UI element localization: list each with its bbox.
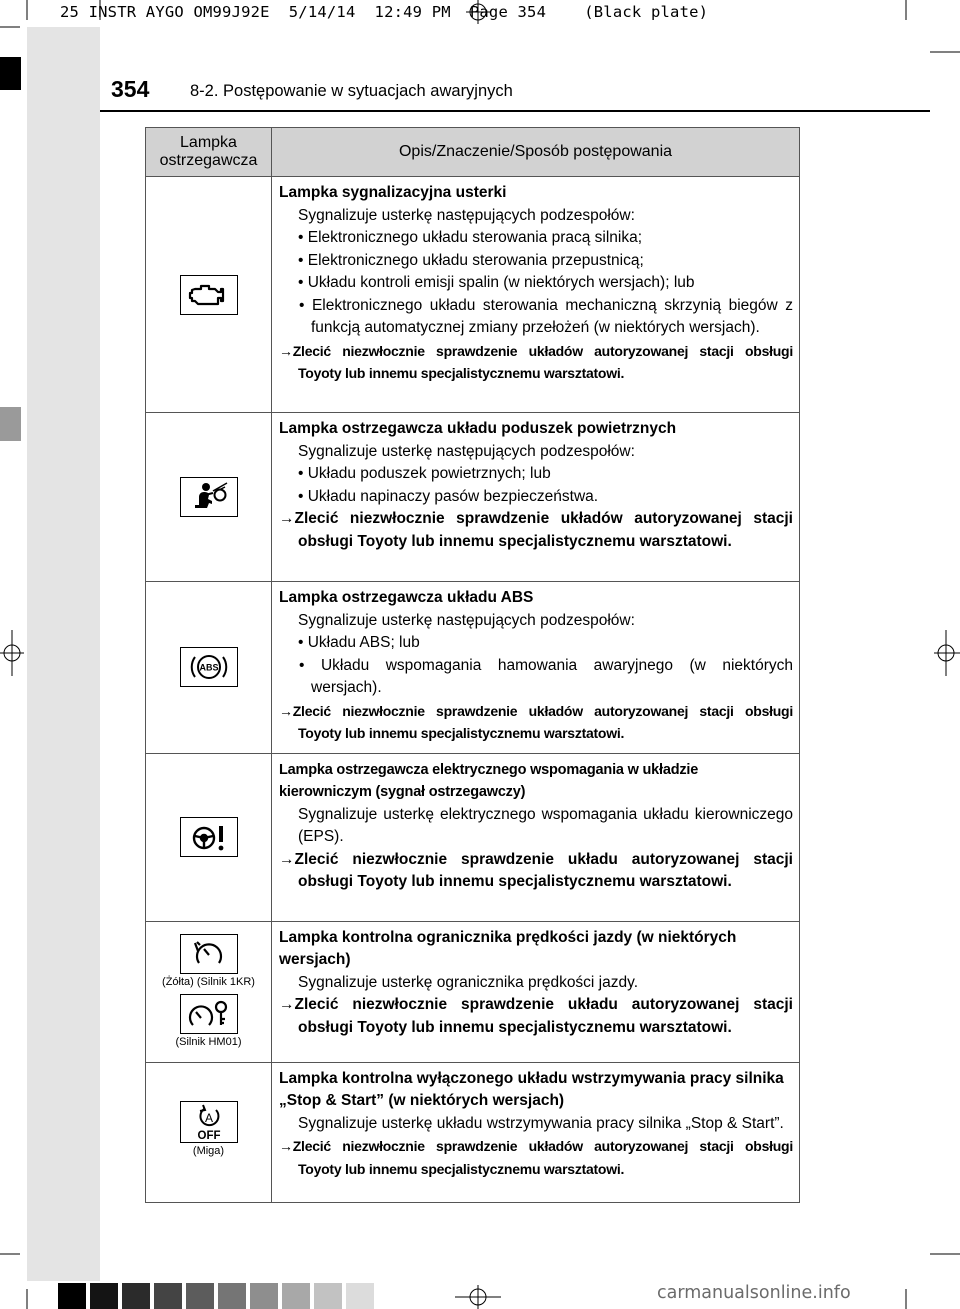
table-row <box>146 753 800 921</box>
light-description <box>272 753 800 921</box>
speed-limiter-icon <box>180 994 238 1034</box>
column-header-light: Lampka ostrzegawcza <box>146 128 272 177</box>
light-title: Lampka kontrolna wyłączonego układu wstrzymywania pracy silnika „Stop & Start” (w niektórych wersjach) <box>279 1069 784 1109</box>
light-description <box>272 921 800 1062</box>
table-header-row <box>146 128 800 177</box>
list-item: • Układu poduszek powietrznych; lub <box>298 465 551 482</box>
action-instruction: →Zlecić niezwłocznie sprawdzenie układów autoryzowanej stacji obsługi Toyoty lub innemu specjalistycznemu warsztatowi. <box>279 510 793 550</box>
light-intro: Sygnalizuje usterkę następujących podzespołów: <box>298 611 635 629</box>
light-icon-cell <box>146 582 272 754</box>
page-number: 354 <box>111 76 150 102</box>
abs-icon <box>180 647 238 687</box>
icon-caption: (Silnik HM01) <box>175 1035 242 1048</box>
light-title: Lampka ostrzegawcza układu poduszek powietrznych <box>279 420 677 437</box>
arrow-icon: → <box>279 1138 293 1154</box>
arrow-icon: → <box>279 850 295 868</box>
watermark: carmanualsonline.info <box>657 1283 851 1303</box>
light-intro: Sygnalizuje usterkę ogranicznika prędkości jazdy. <box>298 973 639 991</box>
light-description <box>272 582 800 754</box>
header-rule <box>100 110 930 112</box>
light-intro: Sygnalizuje usterkę elektrycznego wspomagania układu kierowniczego (EPS). <box>298 805 793 845</box>
action-instruction: →Zlecić niezwłocznie sprawdzenie układu autoryzowanej stacji obsługi Toyoty lub innemu specjalistycznemu warsztatowi. <box>279 996 793 1036</box>
list-item: • Elektronicznego układu sterowania przepustnicą; <box>298 251 644 269</box>
light-title: Lampka kontrolna ogranicznika prędkości jazdy (w niektórych wersjach) <box>279 928 737 968</box>
light-icon-cell <box>146 177 272 413</box>
light-title: Lampka sygnalizacyjna usterki <box>279 184 507 201</box>
icon-text: OFF <box>197 1130 220 1142</box>
list-item: • Elektronicznego układu sterowania pracą silnika; <box>298 229 643 246</box>
action-instruction: →Zlecić niezwłocznie sprawdzenie układów autoryzowanej stacji obsługi Toyoty lub innemu specjalistycznemu warsztatowi. <box>279 702 793 741</box>
light-intro: Sygnalizuje usterkę następujących podzespołów: <box>298 442 635 460</box>
print-slug: 25 INSTR AYGO OM99J92E 5/14/14 12:49 PM Page 354 (Black plate) <box>60 3 709 21</box>
speed-limiter-icon <box>180 934 238 974</box>
icon-caption: (Miga) <box>192 1145 225 1157</box>
airbag-icon <box>180 477 238 517</box>
list-item: • Układu napinaczy pasów bezpieczeństwa. <box>298 487 599 505</box>
table-row <box>146 413 800 582</box>
light-icon-cell <box>146 921 272 1062</box>
light-icon-cell <box>146 1062 272 1202</box>
svg-text:ABS: ABS <box>198 662 219 673</box>
svg-text:A: A <box>204 1111 213 1125</box>
list-item: • Układu kontroli emisji spalin (w niektórych wersjach); lub <box>298 274 695 291</box>
light-intro: Sygnalizuje usterkę układu wstrzymywania pracy silnika „Stop & Start”. <box>298 1114 784 1132</box>
table-row <box>146 582 800 754</box>
chapter-title: 8-2. Postępowanie w sytuacjach awaryjnych <box>190 82 513 100</box>
table-row <box>146 177 800 413</box>
light-description <box>272 413 800 582</box>
check-engine-icon <box>180 275 238 315</box>
action-instruction: →Zlecić niezwłocznie sprawdzenie układów autoryzowanej stacji obsługi Toyoty lub innemu specjalistycznemu warsztatowi. <box>279 1138 793 1177</box>
light-title: Lampka ostrzegawcza układu ABS <box>279 589 534 606</box>
list-item: • Układu ABS; lub <box>298 634 420 651</box>
stop-start-off-icon <box>180 1101 238 1143</box>
action-instruction: →Zlecić niezwłocznie sprawdzenie układu autoryzowanej stacji obsługi Toyoty lub innemu specjalistycznemu warsztatowi. <box>279 850 793 890</box>
list-item: • Elektronicznego układu sterowania mechaniczną skrzynią biegów z funkcją automatycznej zmiany przełożeń (w niektórych wersjach). <box>299 296 793 336</box>
steering-warning-icon <box>180 817 238 857</box>
light-icon-cell <box>146 753 272 921</box>
arrow-icon: → <box>279 702 293 719</box>
arrow-icon: → <box>279 996 295 1013</box>
light-description <box>272 177 800 413</box>
warning-lights-table <box>145 127 800 1203</box>
table-row <box>146 921 800 1062</box>
column-header-description: Opis/Znaczenie/Sposób postępowania <box>272 128 800 177</box>
table-row <box>146 1062 800 1202</box>
light-title: Lampka ostrzegawcza elektrycznego wspomagania w układzie kierowniczym (sygnał ostrzegawczy) <box>279 761 699 800</box>
arrow-icon: → <box>279 510 295 527</box>
light-icon-cell <box>146 413 272 582</box>
icon-caption: (Żółta) (Silnik 1KR) <box>162 975 255 988</box>
action-instruction: →Zlecić niezwłocznie sprawdzenie układów autoryzowanej stacji obsługi Toyoty lub innemu specjalistycznemu warsztatowi. <box>279 342 793 381</box>
light-description <box>272 1062 800 1202</box>
light-intro: Sygnalizuje usterkę następujących podzespołów: <box>298 206 635 224</box>
arrow-icon: → <box>279 342 293 359</box>
color-calibration-bar <box>58 1283 374 1309</box>
list-item: • Układu wspomagania hamowania awaryjnego (w niektórych wersjach). <box>299 656 793 696</box>
